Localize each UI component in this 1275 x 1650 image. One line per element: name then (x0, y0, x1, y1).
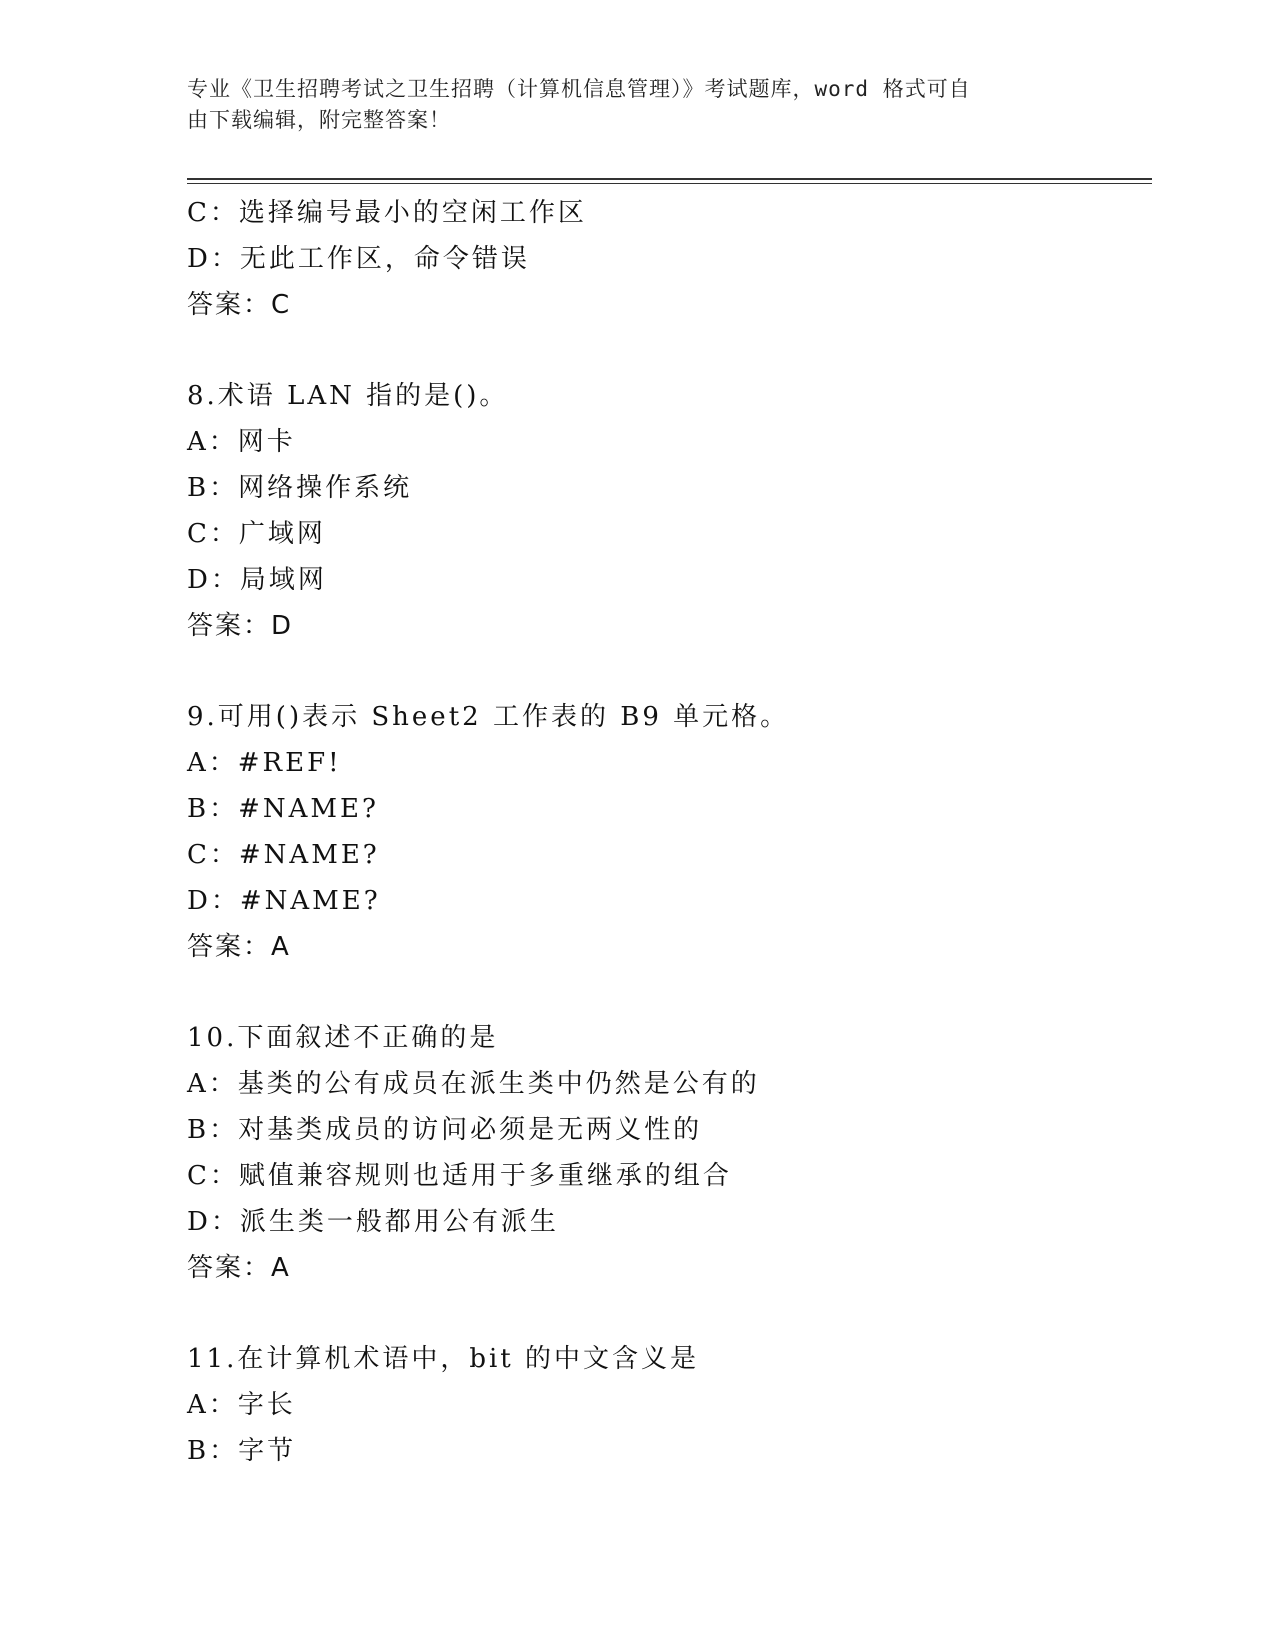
option-line: B：对基类成员的访问必须是无两义性的 (187, 1115, 703, 1145)
option-line: D：局域网 (187, 565, 327, 595)
spacer (187, 970, 1152, 1015)
header-line-2: 由下载编辑，附完整答案！ (187, 108, 451, 132)
option-line: A：网卡 (187, 427, 296, 457)
option-line: C：选择编号最小的空闲工作区 (187, 198, 587, 228)
header-line-1: 专业《卫生招聘考试之卫生招聘（计算机信息管理）》考试题库，word 格式可自 (187, 77, 971, 101)
option-line: B：#NAME? (187, 794, 379, 824)
option-line: C：广域网 (187, 519, 326, 549)
question-text: 10.下面叙述不正确的是 (187, 1023, 499, 1053)
question-list (187, 190, 1152, 1474)
spacer (187, 649, 1152, 694)
answer-line: 答案：D (187, 611, 294, 641)
question-text: 8.术语 LAN 指的是()。 (187, 381, 509, 411)
question-block-9 (187, 694, 1152, 970)
option-line: A：字长 (187, 1390, 296, 1420)
answer-line: 答案：C (187, 290, 292, 320)
question-block-10 (187, 1015, 1152, 1291)
option-line: D：#NAME? (187, 886, 381, 916)
option-line: C：#NAME? (187, 840, 380, 870)
document-header (187, 74, 1077, 136)
question-block-8 (187, 373, 1152, 649)
header-rule-thin (187, 183, 1152, 184)
answer-line: 答案：A (187, 932, 291, 962)
question-text: 11.在计算机术语中，bit 的中文含义是 (187, 1344, 700, 1374)
option-line: B：网络操作系统 (187, 473, 413, 503)
option-line: D：派生类一般都用公有派生 (187, 1207, 559, 1237)
spacer (187, 1291, 1152, 1336)
option-line: D：无此工作区，命令错误 (187, 244, 530, 274)
header-rule-thick (187, 178, 1152, 180)
option-line: B：字节 (187, 1436, 297, 1466)
question-text: 9.可用()表示 Sheet2 工作表的 B9 单元格。 (187, 702, 790, 732)
option-line: C：赋值兼容规则也适用于多重继承的组合 (187, 1161, 732, 1191)
answer-line: 答案：A (187, 1253, 291, 1283)
question-block-7 (187, 190, 1152, 328)
question-block-11 (187, 1336, 1152, 1474)
spacer (187, 328, 1152, 373)
option-line: A：#REF! (187, 748, 342, 778)
option-line: A：基类的公有成员在派生类中仍然是公有的 (187, 1069, 760, 1099)
